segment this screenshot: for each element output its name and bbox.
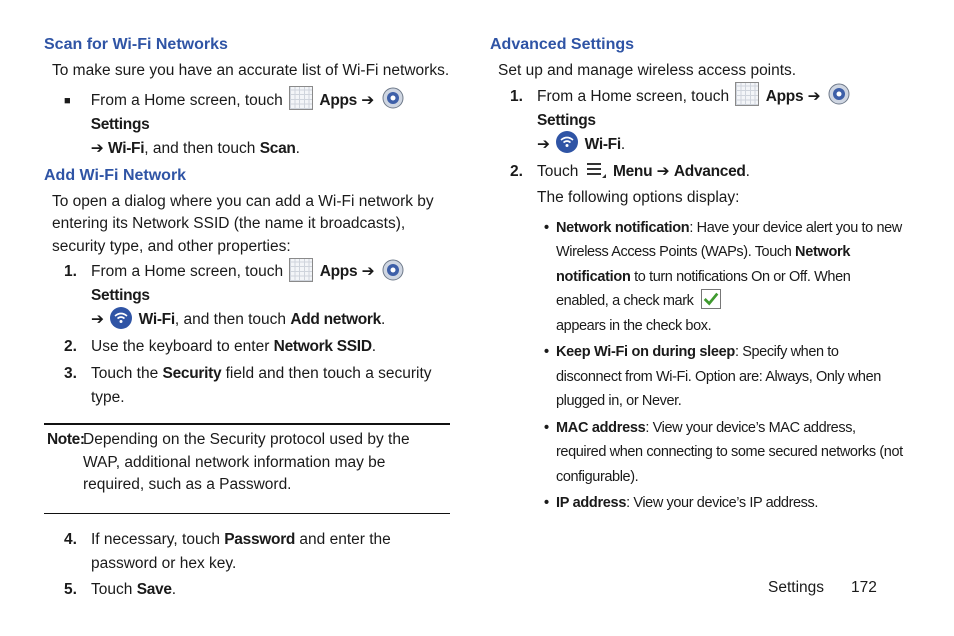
arrow-icon: ➔ [537,135,550,153]
step-number: 1. [64,263,77,280]
options-list [544,216,904,516]
advanced-label: Advanced [673,162,746,180]
note-label: Note: [47,431,85,448]
advanced-intro: Set up and manage wireless access points. [498,62,797,79]
option-text [556,216,904,339]
settings-gear-icon [381,86,405,110]
step-prefix: Touch the [91,365,159,382]
network-ssid-label: Network SSID [273,338,372,355]
add-step-5 [64,578,452,602]
wifi-label: Wi-Fi [108,139,145,157]
step-prefix: Touch [537,162,579,180]
add-step-3 [64,362,452,410]
square-bullet: ■ [64,94,71,107]
apps-grid-icon [289,258,313,282]
option-desc-3: appears in the check box. [556,317,712,334]
option-title: Network notification [556,219,690,236]
checkmark-icon [701,289,721,309]
option-desc: : Have your device alert you to new Wireless Access Points (WAPs). Touch [556,219,902,260]
period: . [371,338,377,355]
apps-label: Apps [765,87,804,105]
add-network-more-steps [64,528,452,602]
period: . [171,580,176,598]
option-desc: : Specify when to disconnect from Wi-Fi. Option are: Always, Only when plugged in, or Never. [556,344,881,409]
option-desc: : View your device’s IP address. [626,495,819,511]
step-prefix: Touch [91,580,133,598]
option-desc-2: to turn notifications On or Off. When enabled, a check mark [556,268,851,309]
menu-label: Menu [613,162,653,180]
option-keep-wifi-on [544,340,904,414]
option-text [556,340,904,414]
note-text: Depending on the Security protocol used by the WAP, additional network information may be required, such as a Password. [83,431,410,493]
step-text [91,260,452,332]
arrow-icon: ➔ [807,87,821,105]
settings-label: Settings [537,111,596,129]
menu-icon [585,158,607,180]
period: . [380,311,386,328]
scan-label: Scan [259,139,296,157]
option-title: IP address [556,495,627,511]
option-mac-address [544,416,904,490]
step-prefix: Use the keyboard to enter [91,338,270,355]
scan-heading: Scan for Wi-Fi Networks [44,36,228,53]
step-number: 1. [510,87,523,105]
arrow-icon: ➔ [91,311,104,328]
apps-grid-icon [289,86,313,110]
step-text [537,85,902,157]
step-number: 4. [64,530,77,548]
scan-bullet [64,89,452,161]
option-ip-address [544,491,904,516]
add-step-1 [64,260,452,332]
bullet: • [544,419,549,436]
bullet: • [544,219,549,236]
bullet: • [544,344,549,360]
apps-label: Apps [319,263,358,280]
note-top-rule [44,423,450,425]
advanced-step-2 [510,160,902,184]
scan-intro: To make sure you have an accurate list of Wi-Fi networks. [52,62,450,79]
step-mid: , and then touch [174,311,287,328]
wifi-label: Wi-Fi [138,311,175,328]
option-title-repeat: Network notification [556,244,851,285]
advanced-steps [510,85,902,516]
advanced-step-1 [510,85,902,157]
step-prefix: If necessary, touch [91,530,220,548]
apps-label: Apps [319,91,357,109]
wifi-label: Wi-Fi [584,135,621,153]
add-network-label: Add network [290,311,381,328]
page-number: 172 [851,579,877,596]
settings-label: Settings [90,115,150,133]
left-column [44,34,452,602]
step-number: 5. [64,580,77,598]
option-network-notification [544,216,904,339]
step-text [537,160,750,184]
wifi-icon [110,307,132,329]
step-suffix: and enter the password or hex key. [91,530,391,572]
arrow-icon: ➔ [656,162,670,180]
scan-text-mid: , and then touch [144,139,256,157]
option-text [556,416,904,490]
footer-section: Settings [768,579,825,596]
period: . [295,139,300,157]
scan-text-prefix: From a Home screen, touch [90,91,283,109]
wifi-icon [556,131,578,153]
note-bottom-rule [44,513,450,514]
step-text [91,362,452,410]
note-box [47,429,452,497]
arrow-icon: ➔ [361,91,375,109]
option-title: Keep Wi-Fi on during sleep [556,344,735,360]
right-column [490,34,902,516]
advanced-heading: Advanced Settings [490,36,635,53]
step-text [91,578,176,602]
settings-gear-icon [381,258,405,282]
password-label: Password [224,530,296,548]
arrow-icon: ➔ [90,139,104,157]
add-step-4 [64,528,452,576]
settings-label: Settings [91,287,150,304]
arrow-icon: ➔ [361,263,375,280]
step-number: 2. [510,162,523,180]
options-intro: The following options display: [537,188,740,206]
scan-bullet-text [91,89,452,161]
step-number: 3. [64,365,77,382]
step-number: 2. [64,338,77,355]
step-text [91,335,376,359]
bullet: • [544,495,549,511]
option-text [556,491,818,516]
add-network-heading: Add Wi-Fi Network [44,166,187,184]
add-network-intro: To open a dialog where you can add a Wi-Fi network by entering its Network SSID (the name it broadcasts), security type, and other properties: [52,192,434,255]
option-title: MAC address [556,419,646,436]
apps-grid-icon [735,82,759,106]
step-suffix: field and then touch a security type. [91,365,432,406]
step-text [91,528,452,576]
step-prefix: From a Home screen, touch [91,263,284,280]
period: . [745,162,750,180]
step-prefix: From a Home screen, touch [537,87,730,105]
period: . [620,135,626,153]
option-desc: : View your device’s MAC address, required when connecting to some secured networks (not configurable). [556,419,903,485]
add-step-2 [64,335,452,359]
add-network-steps [64,260,452,410]
settings-gear-icon [827,82,851,106]
save-label: Save [136,580,172,598]
security-label: Security [162,365,222,382]
